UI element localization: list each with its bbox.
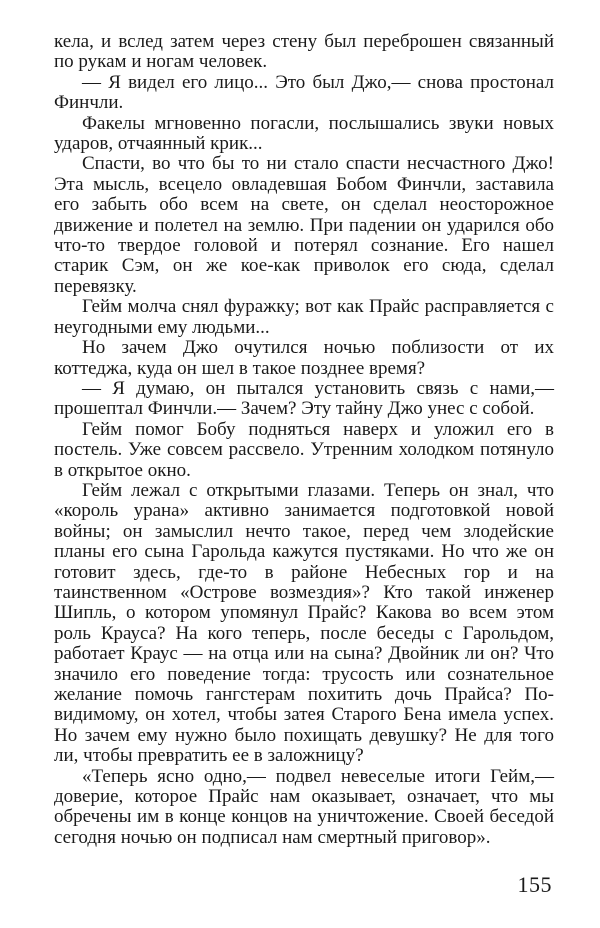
paragraph-conclusion: «Теперь ясно одно,— подвел невеселые итоги Гейм,— доверие, которое Прайс нам оказывает, означает, что мы обречены им в конце концов на уничтожение. Своей беседой сегодня ночью он подписал нам смертный приговор». <box>54 765 554 848</box>
paragraph-geim-thoughts: Гейм лежал с открытыми глазами. Теперь он знал, что «король урана» активно занимается подготовкой новой войны; он замыслил нечто такое, перед чем злодейские планы его сына Гарольда кажутся пустяками. Но что же он готовит здесь, где-то в районе Небесных гор и на таинственном «Острове возмездия»? Кто такой инженер Шипль, о котором упомянул Прайс? Какова во всем этом роль Крауса? На кого теперь, после беседы с Гарольдом, работает Краус — на отца или на сына? Двойник ли он? Что значило его поведение тогда: трусость или сознательное желание помочь гангстерам похитить дочь Прайса? По-видимому, он хотел, чтобы затея Старого Бена имела успех. Но зачем ему нужно было похищать девушку? Не для того ли, чтобы превратить ее в заложницу? <box>54 479 554 767</box>
paragraph-geim-cap: Гейм молча снял фуражку; вот как Прайс расправляется с неугодными ему людьми... <box>54 296 554 338</box>
paragraph-why-joe: Но зачем Джо очутился ночью поблизости от их коттеджа, куда он шел в такое позднее время? <box>54 337 554 379</box>
paragraph-continued: кела, и вслед затем через стену был переброшен связанный по рукам и ногам человек. <box>54 31 554 73</box>
paragraph-dialogue-finchli-joe: — Я видел его лицо... Это был Джо,— снова простонал Финчли. <box>54 71 554 114</box>
book-page-text <box>54 32 554 848</box>
paragraph-bed: Гейм помог Бобу подняться наверх и уложил его в постель. Уже совсем рассвело. Утренним холодком потянуло в открытое окно. <box>54 418 554 481</box>
paragraph-save-joe: Спасти, во что бы то ни стало спасти несчастного Джо! Эта мысль, всецело овладевшая Бобом Финчли, заставила его забыть обо всем на свете, он сделал неосторожное движение и полетел на землю. При падении он ударился обо что-то твердое головой и потерял сознание. Его нашел старик Сэм, он же кое-как приволок его сюда, сделал перевязку. <box>54 153 554 297</box>
paragraph-dialogue-contact: — Я думаю, он пытался установить связь с нами,— прошептал Финчли.— Зачем? Эту тайну Джо унес с собой. <box>54 377 554 420</box>
paragraph-torches: Факелы мгновенно погасли, послышались звуки новых ударов, отчаянный крик... <box>54 112 554 155</box>
page-number: 155 <box>517 872 552 897</box>
